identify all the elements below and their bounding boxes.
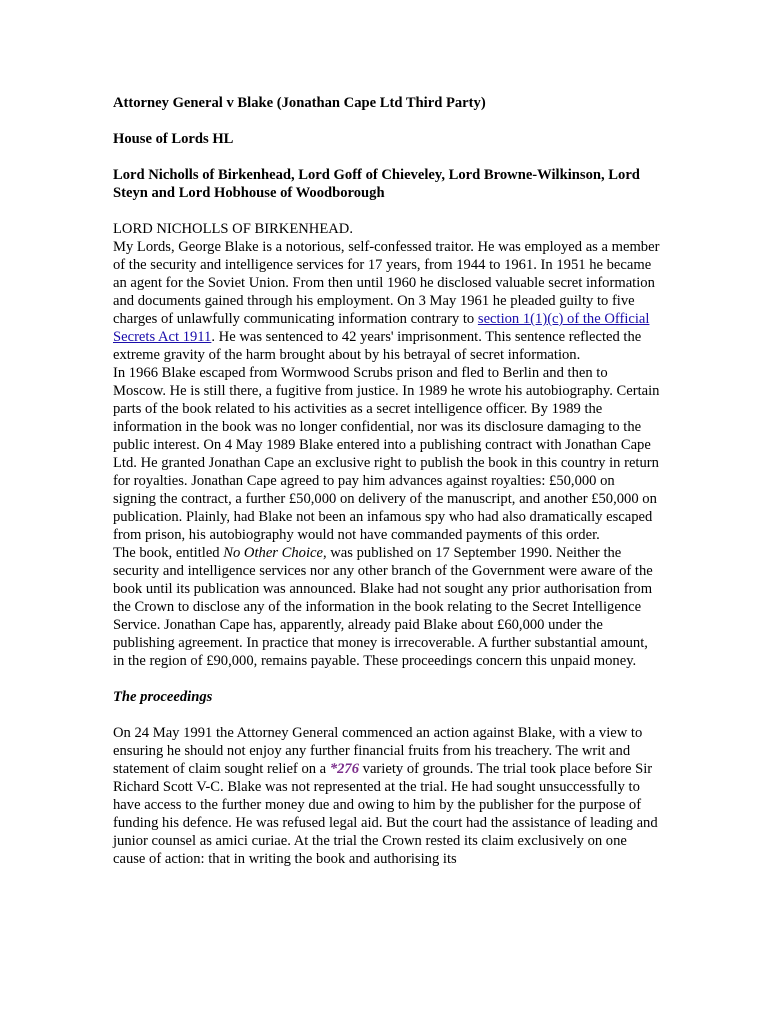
- proceedings-paragraph-1: [113, 724, 661, 868]
- speech-paragraph-3: [113, 544, 661, 670]
- paragraph-1-text-b: . He was sentenced to 42 years' imprisonment. This sentence reflected the extreme gravity of the harm brought about by his betrayal of secret information.: [113, 329, 642, 363]
- paragraph-3-text-b: , was published on 17 September 1990. Neither the security and intelligence services nor any other branch of the Government were aware of the book until its publication was announced. Blake had not sought any prior authorisation from the Crown to disclose any of the information in the book relating to the Secret Intelligence Service. Jonathan Cape has, apparently, already paid Blake about £60,000 under the publishing agreement. In practice that money is irrecoverable. A further substantial amount, in the region of £90,000, remains payable. These proceedings concern this unpaid money.: [113, 545, 653, 669]
- speaker-line: [113, 220, 661, 238]
- speaker-suffix: .: [349, 221, 353, 237]
- speaker-name: LORD NICHOLLS OF BIRKENHEAD: [113, 221, 350, 237]
- paragraph-1-text-a: My Lords, George Blake is a notorious, self-confessed traitor. He was employed as a member of the security and intelligence services for 17 years, from 1944 to 1961. In 1951 he became an agent for the Soviet Union. From then until 1960 he disclosed valuable secret information and documents gained through his employment. On 3 May 1961 he pleaded guilty to five charges of unlawfully communicating information contrary to: [113, 239, 660, 327]
- document-page: [113, 94, 661, 868]
- book-title: No Other Choice: [223, 545, 323, 561]
- proceedings-text-b: variety of grounds. The trial took place before Sir Richard Scott V-C. Blake was not represented at the trial. He had sought unsuccessfully to have access to the further money due and owing to him by the publisher for the purpose of funding his defence. He was refused legal aid. But the court had the assistance of leading and junior counsel as amici curiae. At the trial the Crown rested its claim exclusively on one cause of action: that in writing the book and authorising its: [113, 761, 658, 867]
- court-name: House of Lords HL: [113, 131, 234, 147]
- official-secrets-act-link[interactable]: section 1(1)(c) of the Official Secrets Act 1911: [113, 311, 650, 345]
- speech-paragraph-1: [113, 238, 661, 364]
- speech-paragraph-2: In 1966 Blake escaped from Wormwood Scrubs prison and fled to Berlin and then to Moscow. He is still there, a fugitive from justice. In 1989 he wrote his autobiography. Certain parts of the book related to his activities as a secret intelligence officer. By 1989 the information in the book was no longer confidential, nor was its disclosure damaging to the public interest. On 4 May 1989 Blake entered into a publishing contract with Jonathan Cape Ltd. He granted Jonathan Cape an exclusive right to publish the book in this country in return for royalties. Jonathan Cape agreed to pay him advances against royalties: £50,000 on signing the contract, a further £50,000 on delivery of the manuscript, and another £50,000 on publication. Plainly, had Blake not been an infamous spy who had also dramatically escaped from prison, his autobiography would not have commanded payments of this order.: [113, 365, 660, 543]
- proceedings-heading: The proceedings: [113, 689, 213, 705]
- proceedings-text-a: On 24 May 1991 the Attorney General commenced an action against Blake, with a view to ensuring he should not enjoy any further financial fruits from his treachery. The writ and statement of claim sought relief on a: [113, 725, 643, 777]
- star-page-marker[interactable]: *276: [329, 761, 359, 777]
- judges-list: Lord Nicholls of Birkenhead, Lord Goff of Chieveley, Lord Browne-Wilkinson, Lord Steyn and Lord Hobhouse of Woodborough: [113, 167, 640, 201]
- paragraph-3-text-a: The book, entitled: [113, 545, 224, 561]
- case-title: Attorney General v Blake (Jonathan Cape Ltd Third Party): [113, 95, 486, 111]
